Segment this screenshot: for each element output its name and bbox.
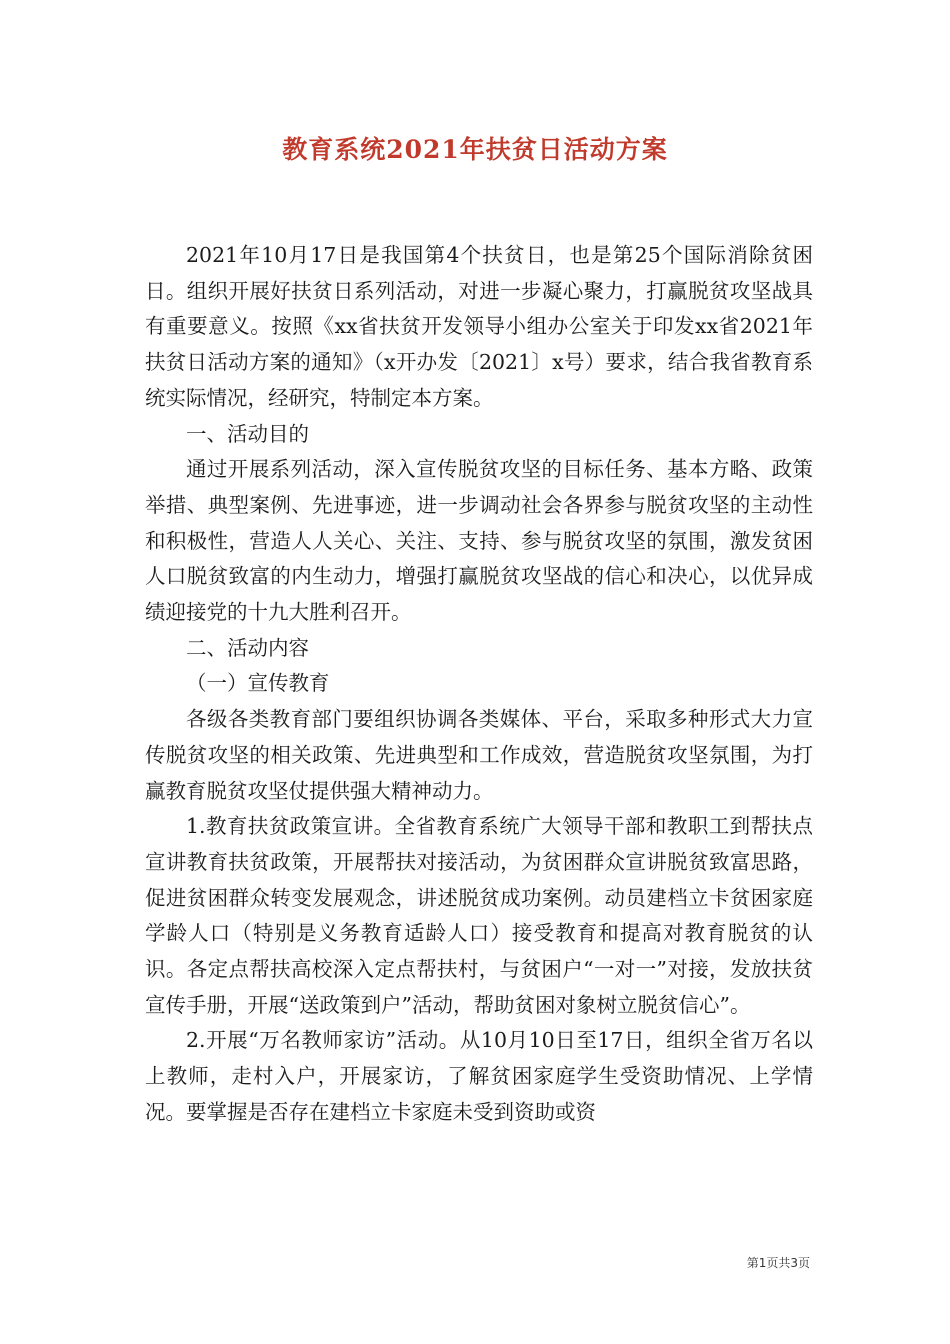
section-heading: 一、活动目的 — [186, 421, 309, 446]
body-paragraph: 2.开展“万名教师家访”活动。从10月10日至17日，组织全省万名以上教师，走村入户，开展家访，了解贫困家庭学生受资助情况、上学情况。要掌握是否存在建档立卡家庭未受到资助或资 — [145, 1028, 813, 1124]
body-paragraph: 1.教育扶贫政策宣讲。全省教育系统广大领导干部和教职工到帮扶点宣讲教育扶贫政策，开展帮扶对接活动，为贫困群众宣讲脱贫致富思路，促进贫困群众转变发展观念，讲述脱贫成功案例。动员建档立卡贫困家庭学龄人口（特别是义务教育适龄人口）接受教育和提高对教育脱贫的认识。各定点帮扶高校深入定点帮扶村，与贫困户“一对一”对接，发放扶贫宣传手册，开展“送政策到户”活动，帮助贫困对象树立脱贫信心”。 — [145, 814, 813, 1017]
section-heading: 二、活动内容 — [186, 635, 309, 660]
document-body — [145, 238, 813, 1131]
page-number: 第1页共3页 — [746, 1256, 810, 1270]
intro-paragraph: 2021年10月17日是我国第4个扶贫日，也是第25个国际消除贫困日。组织开展好扶贫日系列活动，对进一步凝心聚力，打赢脱贫攻坚战具有重要意义。按照《xx省扶贫开发领导小组办公室关于印发xx省2021年扶贫日活动方案的通知》（x开办发〔2021〕x号）要求，结合我省教育系统实际情况，经研究，特制定本方案。 — [145, 243, 813, 410]
body-paragraph: 通过开展系列活动，深入宣传脱贫攻坚的目标任务、基本方略、政策举措、典型案例、先进事迹，进一步调动社会各界参与脱贫攻坚的主动性和积极性，营造人人关心、关注、支持、参与脱贫攻坚的氛围，激发贫困人口脱贫致富的内生动力，增强打赢脱贫攻坚战的信心和决心，以优异成绩迎接党的十九大胜利召开。 — [145, 457, 813, 625]
subsection-heading: （一）宣传教育 — [186, 671, 330, 696]
body-paragraph: 各级各类教育部门要组织协调各类媒体、平台，采取多种形式大力宣传脱贫攻坚的相关政策、先进典型和工作成效，营造脱贫攻坚氛围，为打赢教育脱贫攻坚仗提供强大精神动力。 — [145, 707, 813, 803]
page-title: 教育系统2021年扶贫日活动方案 — [282, 135, 668, 164]
